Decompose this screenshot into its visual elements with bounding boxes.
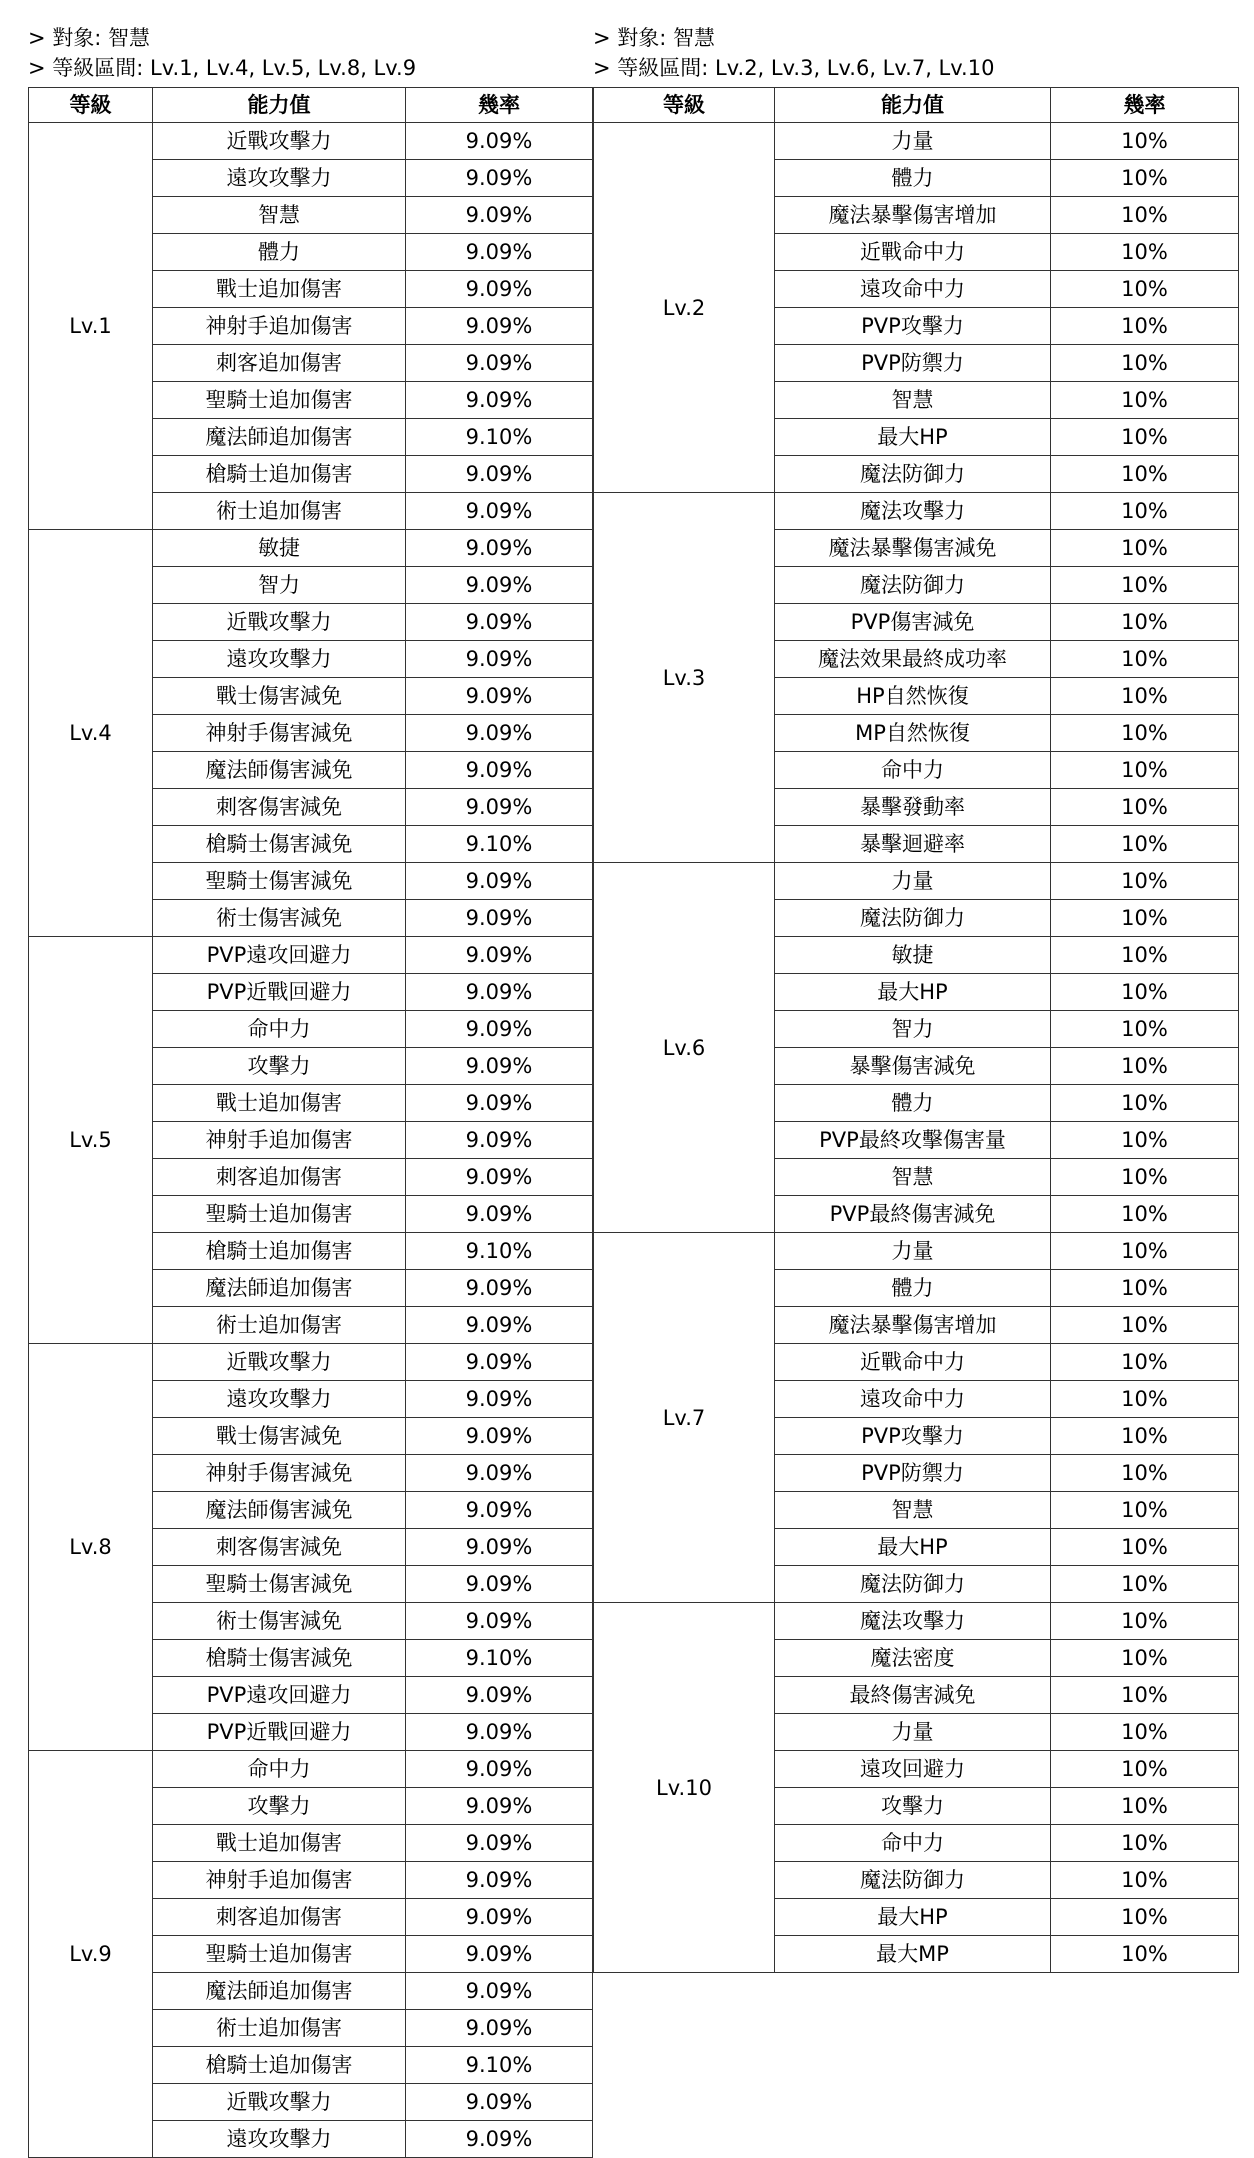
- rate-cell: 9.09%: [406, 937, 593, 974]
- level-cell: Lv.5: [29, 937, 153, 1344]
- rate-cell: 10%: [1051, 863, 1239, 900]
- ability-cell: 魔法攻擊力: [775, 1603, 1051, 1640]
- ability-cell: 刺客追加傷害: [153, 345, 406, 382]
- ability-cell: 最大HP: [775, 1529, 1051, 1566]
- ability-cell: 命中力: [153, 1751, 406, 1788]
- level-cell: Lv.6: [594, 863, 775, 1233]
- ability-cell: 力量: [775, 863, 1051, 900]
- rate-cell: 10%: [1051, 530, 1239, 567]
- ability-cell: 聖騎士追加傷害: [153, 1936, 406, 1973]
- header-rate: 幾率: [406, 88, 593, 123]
- rate-cell: 10%: [1051, 1566, 1239, 1603]
- rate-cell: 9.09%: [406, 2010, 593, 2047]
- ability-cell: 魔法師傷害減免: [153, 1492, 406, 1529]
- ability-cell: 魔法師傷害減免: [153, 752, 406, 789]
- ability-cell: 體力: [775, 160, 1051, 197]
- ability-cell: PVP近戰回避力: [153, 1714, 406, 1751]
- rate-cell: 10%: [1051, 1418, 1239, 1455]
- rate-cell: 9.09%: [406, 493, 593, 530]
- header-ability: 能力值: [153, 88, 406, 123]
- level-cell: Lv.7: [594, 1233, 775, 1603]
- rate-cell: 10%: [1051, 974, 1239, 1011]
- ability-cell: 攻擊力: [153, 1048, 406, 1085]
- level-cell: Lv.3: [594, 493, 775, 863]
- left-panel: [28, 0, 593, 2158]
- rate-cell: 10%: [1051, 197, 1239, 234]
- ability-cell: 近戰命中力: [775, 234, 1051, 271]
- rate-cell: 9.09%: [406, 678, 593, 715]
- rate-cell: 9.09%: [406, 1492, 593, 1529]
- rate-cell: 10%: [1051, 493, 1239, 530]
- rate-cell: 10%: [1051, 1159, 1239, 1196]
- rate-cell: 10%: [1051, 641, 1239, 678]
- level-cell: Lv.8: [29, 1344, 153, 1751]
- rate-cell: 9.09%: [406, 1381, 593, 1418]
- rate-cell: 10%: [1051, 1307, 1239, 1344]
- rate-cell: 9.09%: [406, 1159, 593, 1196]
- rate-cell: 10%: [1051, 567, 1239, 604]
- rate-cell: 9.09%: [406, 1677, 593, 1714]
- ability-cell: 戰士追加傷害: [153, 271, 406, 308]
- level-range-line: > 等級區間: Lv.1, Lv.4, Lv.5, Lv.8, Lv.9: [28, 56, 417, 80]
- table-row: [29, 937, 593, 974]
- ability-cell: PVP傷害減免: [775, 604, 1051, 641]
- rate-cell: 9.09%: [406, 1566, 593, 1603]
- level-range-line: > 等級區間: Lv.2, Lv.3, Lv.6, Lv.7, Lv.10: [593, 56, 995, 80]
- rate-cell: 10%: [1051, 1603, 1239, 1640]
- ability-cell: 攻擊力: [153, 1788, 406, 1825]
- ability-cell: 魔法防御力: [775, 900, 1051, 937]
- table-row: [594, 123, 1239, 160]
- ability-cell: 術士傷害減免: [153, 900, 406, 937]
- ability-cell: 神射手追加傷害: [153, 308, 406, 345]
- header-rate: 幾率: [1051, 88, 1239, 123]
- header-level: 等級: [29, 88, 153, 123]
- rate-cell: 9.09%: [406, 1862, 593, 1899]
- ability-cell: 槍騎士追加傷害: [153, 1233, 406, 1270]
- rate-cell: 9.10%: [406, 1640, 593, 1677]
- ability-cell: 智慧: [775, 1492, 1051, 1529]
- rate-cell: 10%: [1051, 604, 1239, 641]
- rate-cell: 9.09%: [406, 863, 593, 900]
- ability-cell: 魔法師追加傷害: [153, 1973, 406, 2010]
- rate-cell: 10%: [1051, 1640, 1239, 1677]
- rate-cell: 9.09%: [406, 1196, 593, 1233]
- right-panel: [593, 0, 1239, 1973]
- level-cell: Lv.9: [29, 1751, 153, 2158]
- ability-cell: 力量: [775, 1714, 1051, 1751]
- rate-cell: 9.10%: [406, 419, 593, 456]
- rate-cell: 10%: [1051, 456, 1239, 493]
- rate-cell: 9.09%: [406, 382, 593, 419]
- ability-cell: PVP防禦力: [775, 1455, 1051, 1492]
- rate-cell: 10%: [1051, 1788, 1239, 1825]
- ability-cell: 智慧: [775, 382, 1051, 419]
- rate-cell: 9.09%: [406, 1899, 593, 1936]
- ability-cell: 近戰攻擊力: [153, 123, 406, 160]
- rate-cell: 10%: [1051, 1862, 1239, 1899]
- table-row: [29, 530, 593, 567]
- ability-cell: 槍騎士追加傷害: [153, 2047, 406, 2084]
- ability-cell: 遠攻攻擊力: [153, 1381, 406, 1418]
- rate-cell: 9.09%: [406, 1788, 593, 1825]
- ability-cell: 近戰攻擊力: [153, 1344, 406, 1381]
- table-row: [29, 1344, 593, 1381]
- rate-cell: 9.09%: [406, 1270, 593, 1307]
- level-cell: Lv.1: [29, 123, 153, 530]
- rate-cell: 9.09%: [406, 1603, 593, 1640]
- rate-cell: 10%: [1051, 937, 1239, 974]
- ability-cell: 魔法效果最終成功率: [775, 641, 1051, 678]
- rate-cell: 10%: [1051, 678, 1239, 715]
- ability-cell: PVP最終傷害減免: [775, 1196, 1051, 1233]
- rate-cell: 10%: [1051, 1936, 1239, 1973]
- rate-cell: 9.09%: [406, 1418, 593, 1455]
- ability-cell: 魔法密度: [775, 1640, 1051, 1677]
- rate-cell: 9.09%: [406, 234, 593, 271]
- ability-cell: 力量: [775, 1233, 1051, 1270]
- rate-cell: 9.09%: [406, 1344, 593, 1381]
- ability-cell: 暴擊發動率: [775, 789, 1051, 826]
- rate-cell: 9.09%: [406, 1973, 593, 2010]
- table-body: [594, 123, 1239, 1973]
- rate-cell: 9.09%: [406, 345, 593, 382]
- rate-cell: 10%: [1051, 1196, 1239, 1233]
- rate-cell: 10%: [1051, 826, 1239, 863]
- rate-cell: 9.09%: [406, 1825, 593, 1862]
- rate-cell: 10%: [1051, 1455, 1239, 1492]
- probability-table: [593, 87, 1239, 1973]
- header-level: 等級: [594, 88, 775, 123]
- ability-cell: 術士追加傷害: [153, 2010, 406, 2047]
- ability-cell: 體力: [775, 1085, 1051, 1122]
- level-cell: Lv.10: [594, 1603, 775, 1973]
- ability-cell: 聖騎士傷害減免: [153, 863, 406, 900]
- rate-cell: 9.09%: [406, 1122, 593, 1159]
- ability-cell: HP自然恢復: [775, 678, 1051, 715]
- ability-cell: 槍騎士傷害減免: [153, 1640, 406, 1677]
- ability-cell: 神射手追加傷害: [153, 1122, 406, 1159]
- level-cell: Lv.4: [29, 530, 153, 937]
- ability-cell: 戰士追加傷害: [153, 1085, 406, 1122]
- table-row: [594, 1603, 1239, 1640]
- table-row: [29, 1751, 593, 1788]
- ability-cell: 戰士傷害減免: [153, 1418, 406, 1455]
- ability-cell: 聖騎士追加傷害: [153, 382, 406, 419]
- ability-cell: 體力: [775, 1270, 1051, 1307]
- rate-cell: 10%: [1051, 1344, 1239, 1381]
- rate-cell: 10%: [1051, 1492, 1239, 1529]
- rate-cell: 10%: [1051, 1048, 1239, 1085]
- rate-cell: 10%: [1051, 752, 1239, 789]
- rate-cell: 10%: [1051, 1751, 1239, 1788]
- rate-cell: 9.09%: [406, 2084, 593, 2121]
- ability-cell: 命中力: [775, 752, 1051, 789]
- ability-cell: 術士追加傷害: [153, 1307, 406, 1344]
- rate-cell: 10%: [1051, 1233, 1239, 1270]
- ability-cell: 神射手傷害減免: [153, 1455, 406, 1492]
- rate-cell: 9.10%: [406, 826, 593, 863]
- ability-cell: 魔法師追加傷害: [153, 1270, 406, 1307]
- ability-cell: 魔法防御力: [775, 567, 1051, 604]
- ability-cell: 魔法師追加傷害: [153, 419, 406, 456]
- table-row: [29, 123, 593, 160]
- ability-cell: 近戰攻擊力: [153, 604, 406, 641]
- ability-cell: 智力: [153, 567, 406, 604]
- rate-cell: 9.09%: [406, 604, 593, 641]
- rate-cell: 9.09%: [406, 197, 593, 234]
- ability-cell: 遠攻回避力: [775, 1751, 1051, 1788]
- rate-cell: 9.09%: [406, 567, 593, 604]
- ability-cell: 魔法暴擊傷害減免: [775, 530, 1051, 567]
- rate-cell: 9.09%: [406, 1455, 593, 1492]
- rate-cell: 9.09%: [406, 752, 593, 789]
- ability-cell: 聖騎士追加傷害: [153, 1196, 406, 1233]
- rate-cell: 10%: [1051, 271, 1239, 308]
- rate-cell: 10%: [1051, 1381, 1239, 1418]
- ability-cell: 術士傷害減免: [153, 1603, 406, 1640]
- rate-cell: 9.09%: [406, 160, 593, 197]
- ability-cell: 敏捷: [153, 530, 406, 567]
- ability-cell: 魔法攻擊力: [775, 493, 1051, 530]
- ability-cell: 近戰命中力: [775, 1344, 1051, 1381]
- rate-cell: 10%: [1051, 160, 1239, 197]
- ability-cell: 力量: [775, 123, 1051, 160]
- rate-cell: 10%: [1051, 123, 1239, 160]
- ability-cell: 體力: [153, 234, 406, 271]
- ability-cell: 攻擊力: [775, 1788, 1051, 1825]
- rate-cell: 10%: [1051, 1714, 1239, 1751]
- rate-cell: 9.09%: [406, 1011, 593, 1048]
- rate-cell: 9.09%: [406, 974, 593, 1011]
- rate-cell: 10%: [1051, 715, 1239, 752]
- ability-cell: 命中力: [153, 1011, 406, 1048]
- ability-cell: PVP攻擊力: [775, 308, 1051, 345]
- ability-cell: 遠攻命中力: [775, 1381, 1051, 1418]
- ability-cell: 近戰攻擊力: [153, 2084, 406, 2121]
- rate-cell: 10%: [1051, 900, 1239, 937]
- ability-cell: 遠攻命中力: [775, 271, 1051, 308]
- rate-cell: 9.09%: [406, 1307, 593, 1344]
- rate-cell: 9.09%: [406, 789, 593, 826]
- ability-cell: 魔法防御力: [775, 1566, 1051, 1603]
- rate-cell: 9.09%: [406, 641, 593, 678]
- ability-cell: 刺客傷害減免: [153, 789, 406, 826]
- ability-cell: 智慧: [153, 197, 406, 234]
- ability-cell: 術士追加傷害: [153, 493, 406, 530]
- rate-cell: 9.10%: [406, 1233, 593, 1270]
- ability-cell: 戰士追加傷害: [153, 1825, 406, 1862]
- rate-cell: 9.09%: [406, 1714, 593, 1751]
- table-row: [594, 493, 1239, 530]
- level-cell: Lv.2: [594, 123, 775, 493]
- ability-cell: 刺客追加傷害: [153, 1159, 406, 1196]
- rate-cell: 10%: [1051, 345, 1239, 382]
- ability-cell: 聖騎士傷害減免: [153, 1566, 406, 1603]
- rate-cell: 10%: [1051, 789, 1239, 826]
- ability-cell: PVP最終攻擊傷害量: [775, 1122, 1051, 1159]
- ability-cell: PVP近戰回避力: [153, 974, 406, 1011]
- rate-cell: 9.09%: [406, 715, 593, 752]
- rate-cell: 9.09%: [406, 1936, 593, 1973]
- rate-cell: 9.09%: [406, 1085, 593, 1122]
- ability-cell: PVP攻擊力: [775, 1418, 1051, 1455]
- header-ability: 能力值: [775, 88, 1051, 123]
- ability-cell: 刺客追加傷害: [153, 1899, 406, 1936]
- rate-cell: 9.10%: [406, 2047, 593, 2084]
- rate-cell: 9.09%: [406, 900, 593, 937]
- ability-cell: 遠攻攻擊力: [153, 641, 406, 678]
- rate-cell: 10%: [1051, 1011, 1239, 1048]
- rate-cell: 10%: [1051, 308, 1239, 345]
- rate-cell: 9.09%: [406, 1048, 593, 1085]
- ability-cell: 魔法暴擊傷害增加: [775, 1307, 1051, 1344]
- rate-cell: 10%: [1051, 1825, 1239, 1862]
- ability-cell: 槍騎士追加傷害: [153, 456, 406, 493]
- rate-cell: 9.09%: [406, 123, 593, 160]
- ability-cell: 魔法防御力: [775, 456, 1051, 493]
- ability-cell: 最終傷害減免: [775, 1677, 1051, 1714]
- ability-cell: 命中力: [775, 1825, 1051, 1862]
- rate-cell: 9.09%: [406, 2121, 593, 2158]
- ability-cell: 暴擊迴避率: [775, 826, 1051, 863]
- ability-cell: 敏捷: [775, 937, 1051, 974]
- ability-cell: MP自然恢復: [775, 715, 1051, 752]
- probability-table: [28, 87, 593, 2158]
- target-line: > 對象: 智慧: [593, 26, 716, 50]
- ability-cell: 遠攻攻擊力: [153, 160, 406, 197]
- rate-cell: 10%: [1051, 1899, 1239, 1936]
- rate-cell: 9.09%: [406, 1529, 593, 1566]
- table-header-row: [29, 88, 593, 123]
- rate-cell: 9.09%: [406, 530, 593, 567]
- ability-cell: 最大HP: [775, 974, 1051, 1011]
- rate-cell: 10%: [1051, 1122, 1239, 1159]
- ability-cell: 魔法防御力: [775, 1862, 1051, 1899]
- ability-cell: PVP遠攻回避力: [153, 937, 406, 974]
- ability-cell: 戰士傷害減免: [153, 678, 406, 715]
- table-row: [594, 863, 1239, 900]
- ability-cell: 暴擊傷害減免: [775, 1048, 1051, 1085]
- rate-cell: 10%: [1051, 382, 1239, 419]
- rate-cell: 10%: [1051, 1085, 1239, 1122]
- ability-cell: PVP遠攻回避力: [153, 1677, 406, 1714]
- rate-cell: 10%: [1051, 419, 1239, 456]
- rate-cell: 10%: [1051, 1529, 1239, 1566]
- table-body: [29, 123, 593, 2158]
- rate-cell: 9.09%: [406, 1751, 593, 1788]
- rate-cell: 9.09%: [406, 308, 593, 345]
- ability-cell: 智力: [775, 1011, 1051, 1048]
- target-line: > 對象: 智慧: [28, 26, 151, 50]
- rate-cell: 9.09%: [406, 271, 593, 308]
- table-row: [594, 1233, 1239, 1270]
- ability-cell: 神射手追加傷害: [153, 1862, 406, 1899]
- rate-cell: 10%: [1051, 1270, 1239, 1307]
- ability-cell: 刺客傷害減免: [153, 1529, 406, 1566]
- rate-cell: 10%: [1051, 1677, 1239, 1714]
- ability-cell: 最大MP: [775, 1936, 1051, 1973]
- ability-cell: PVP防禦力: [775, 345, 1051, 382]
- ability-cell: 神射手傷害減免: [153, 715, 406, 752]
- rate-cell: 10%: [1051, 234, 1239, 271]
- ability-cell: 智慧: [775, 1159, 1051, 1196]
- ability-cell: 魔法暴擊傷害增加: [775, 197, 1051, 234]
- ability-cell: 最大HP: [775, 1899, 1051, 1936]
- ability-cell: 遠攻攻擊力: [153, 2121, 406, 2158]
- ability-cell: 槍騎士傷害減免: [153, 826, 406, 863]
- ability-cell: 最大HP: [775, 419, 1051, 456]
- table-header-row: [594, 88, 1239, 123]
- rate-cell: 9.09%: [406, 456, 593, 493]
